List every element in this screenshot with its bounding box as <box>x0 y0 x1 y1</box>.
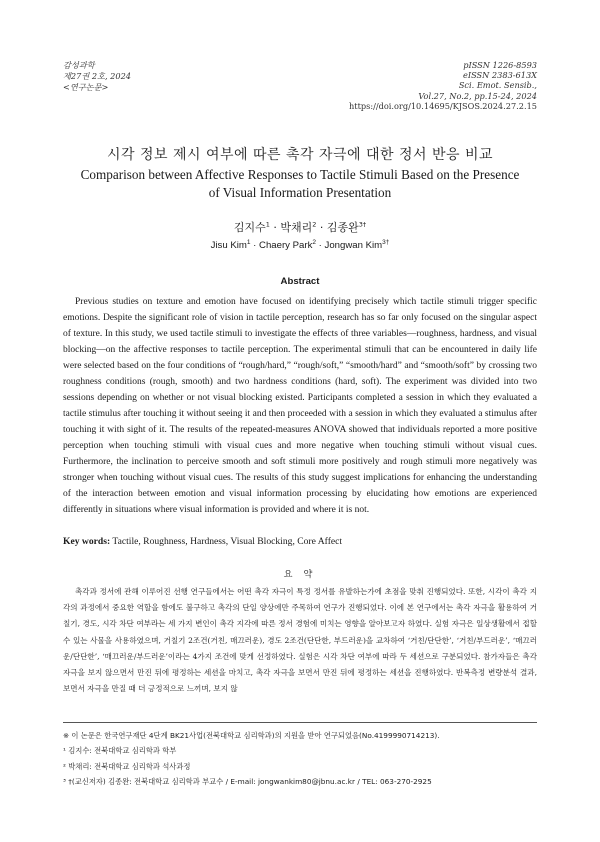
abstract-heading: Abstract <box>280 276 320 287</box>
article-type: <연구논문> <box>63 82 109 92</box>
author-affiliation-marker: 3† <box>382 238 390 246</box>
author-name: Chaery Park <box>259 240 313 251</box>
author-affiliation-marker: 2 <box>312 220 317 229</box>
footnote-divider <box>63 722 537 723</box>
korean-summary-text: 촉각과 정서에 관해 이루어진 선행 연구들에서는 어떤 촉각 자극이 특정 정서를 유발하는가에 초점을 맞춰 진행되었다. 또한, 시각이 촉각 지각의 과정에서 중요한 역할을 함에도 불구하고 촉각의 단일 양상에만 주목하여 연구가 진행되었다. 이에 본 연구에서는 촉각 자극을 활용하여 거칠기, 경도, 시각 차단 여부라는 세 가지 변인이 촉각 지각에 따른 정서 경험에 미치는 영향을 알아보고자 하였다. 실험 자극은 일상생활에서 접할 수 있는 사물을 사용하였으며, 거칠기 2조건(거친, 매끄러운), 경도 2조건(단단한, 부드러운)을 교차하여 ‘거친/단단한’, ‘거친/부드러운’, ‘매끄러운/단단한’, ‘매끄러운/부드러운’이라는 4가지 조건에 맞게 선정하였다. 실험은 시각 차단 여부에 따라 두 세션으로 구분되었다. 참가자들은 촉각 자극을 보지 않으면서 만진 뒤에 평정하는 세션을 마치고, 촉각 자극을 보면서 만진 뒤에 평정하는 세션을 진행하였다. 반복측정 변량분석 결과, 보면서 자극을 만질 때 더 긍정적으로 느끼며, 보지 않 <box>63 587 537 694</box>
author-separator: · <box>253 240 257 251</box>
keywords <box>63 536 537 547</box>
journal-name-ko: 감성과학 <box>63 60 95 70</box>
footnotes <box>63 728 537 790</box>
author-name: Jongwan Kim <box>324 240 383 251</box>
korean-summary-heading: 요 약 <box>283 569 317 580</box>
title-english: Comparison between Affective Responses to Tactile Stimuli Based on the Presence of Visual Information Presentation <box>80 167 520 200</box>
pissn: pISSN 1226-8593 <box>463 60 537 70</box>
author-affiliation-marker: 1 <box>265 220 270 229</box>
author-separator: · <box>319 221 324 234</box>
authors-korean <box>0 219 600 235</box>
author-affiliation-marker: 3† <box>358 220 367 229</box>
authors-english <box>0 240 600 251</box>
author-separator: · <box>273 221 277 234</box>
author-name: Jisu Kim <box>210 240 247 251</box>
footnote-funding: ※ 이 논문은 한국연구재단 4단계 BK21사업(전북대학교 심리학과)의 지원을 받아 연구되었음(No.4199990714213). <box>63 731 440 740</box>
footnote-corresponding-author: ³ †(교신저자) 김종완: 전북대학교 심리학과 부교수 / E-mail: jongwankim80@jbnu.ac.kr / TEL: 063-270-2925 <box>63 777 432 787</box>
author-separator: · <box>318 240 322 251</box>
author-name: 김지수 <box>233 221 266 234</box>
journal-volume-ko: 제27권 2호, 2024 <box>63 71 131 81</box>
title-korean: 시각 정보 제시 여부에 따른 촉각 자극에 대한 정서 반응 비교 <box>106 147 494 163</box>
doi-link[interactable]: https://doi.org/10.14695/KJSOS.2024.27.2.15 <box>349 100 537 111</box>
journal-header-right <box>349 60 537 111</box>
author-affiliation-marker: 1 <box>246 238 251 246</box>
footnote-author-2: ² 박채리: 전북대학교 심리학과 석사과정 <box>63 761 191 771</box>
volume-pages: Vol.27, No.2, pp.15-24, 2024 <box>418 90 537 101</box>
keywords-list: Tactile, Roughness, Hardness, Visual Blocking, Core Affect <box>112 536 343 547</box>
keywords-label: Key words: <box>63 536 111 547</box>
author-affiliation-marker: 2 <box>312 238 316 246</box>
journal-abbrev: Sci. Emot. Sensib., <box>458 80 537 91</box>
author-name: 박채리 <box>280 221 313 234</box>
abstract-text: Previous studies on texture and emotion have focused on identifying precisely which tactile stimuli trigger specific emotions. Despite the significant role of vision in tactile perception, research has so far only focused on the singular aspect of texture. In this study, we used tactile stimuli to investigate the effects of three variables—roughness, hardness, and visual blocking—on the affective responses to tactile perception. The experimental stimuli that can be encountered in daily life were selected based on the four conditions of “rough/hard,” “rough/soft,” “smooth/hard” and “smooth/soft” by crossing two roughness conditions (rough, smooth) and two hardness conditions (hard, soft). The experiment was divided into two sessions depending on whether or not visual blocking existed. Participants completed a session in which they evaluated a tactile stimulus after touching it without seeing it and then proceeded with a session in which they evaluated a stimulus after touching it with sight of it. The results of the repeated-measures ANOVA showed that individuals reported a more positive perception when touching stimuli with visual cues and more negative when touching stimuli without visual cues. Furthermore, the inclination to perceive smooth and soft stimuli more positively and rough stimuli more negatively was stronger when touching without visual cues. The results of this study suggest implications for enhancing the understanding of the interaction between emotion and visual information processing by elucidating how emotions are experienced differently in situations where visual information is provided and where it is not. <box>63 297 537 515</box>
journal-header-left <box>63 60 131 93</box>
footnote-author-1: ¹ 김지수: 전북대학교 심리학과 학부 <box>63 746 177 756</box>
author-name: 김종완 <box>326 221 359 234</box>
eissn: eISSN 2383-613X <box>463 70 537 81</box>
